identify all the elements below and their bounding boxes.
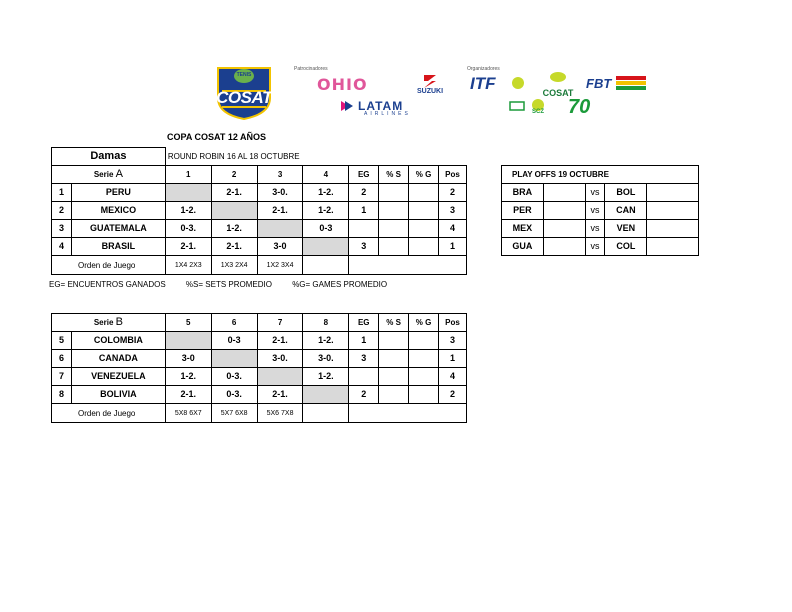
eg-cell: 1 (349, 202, 379, 220)
playoff-away: VEN (605, 220, 647, 238)
table-row (52, 386, 467, 404)
result-cell: 3-0 (165, 350, 211, 368)
scz-logo-text: SCZ (532, 109, 544, 115)
col-header: 4 (303, 166, 349, 184)
pos-cell: 1 (439, 238, 467, 256)
sponsors-caption: Patrocinadores (294, 66, 328, 72)
team-name: GUATEMALA (71, 220, 165, 238)
games-pct-cell (409, 332, 439, 350)
playoff-blank (543, 184, 585, 202)
playoff-vs: vs (585, 238, 605, 256)
pos-cell: 2 (439, 386, 467, 404)
playoff-blank (647, 220, 699, 238)
cosat-small-logo (538, 70, 578, 98)
sets-pct-header: % S (379, 166, 409, 184)
eg-cell (349, 220, 379, 238)
ohio-logo-text: OHIO (317, 75, 368, 94)
row-number: 2 (52, 202, 72, 220)
playoff-match (502, 184, 699, 202)
eg-cell: 1 (349, 332, 379, 350)
order-label: Orden de Juego (52, 256, 166, 275)
cosat-logo (212, 64, 276, 120)
latam-logo-sub: AIRLINES (364, 111, 411, 117)
order-cell: 5X7 6X8 (211, 404, 257, 423)
result-cell: 2-1. (165, 386, 211, 404)
col-header: 2 (211, 166, 257, 184)
team-name: BRASIL (71, 238, 165, 256)
playoff-blank (647, 202, 699, 220)
playoff-match (502, 238, 699, 256)
cosat-small-logo-text: COSAT (542, 88, 574, 98)
anniversary-70-logo-text: 70 (568, 96, 591, 118)
result-cell: 1-2. (165, 368, 211, 386)
row-number: 7 (52, 368, 72, 386)
order-empty (303, 256, 349, 275)
result-cell: 1-2. (303, 368, 349, 386)
scz-logo (508, 98, 558, 118)
suzuki-logo (410, 74, 450, 98)
result-cell: 0-3 (303, 220, 349, 238)
pos-cell: 3 (439, 202, 467, 220)
result-cell (165, 332, 211, 350)
row-number: 4 (52, 238, 72, 256)
playoff-home: PER (502, 202, 544, 220)
sets-pct-cell (379, 220, 409, 238)
table-row (52, 332, 467, 350)
team-name: BOLIVIA (71, 386, 165, 404)
round-robin-label: ROUND ROBIN 16 AL 18 OCTUBRE (165, 148, 466, 166)
order-cell: 5X8 6X7 (165, 404, 211, 423)
playoff-blank (647, 184, 699, 202)
games-pct-cell (409, 238, 439, 256)
order-cell: 1X4 2X3 (165, 256, 211, 275)
col-header: 7 (257, 314, 303, 332)
eg-cell (349, 368, 379, 386)
playoff-vs: vs (585, 184, 605, 202)
result-cell: 0-3 (211, 332, 257, 350)
ohio-logo (317, 75, 383, 95)
playoffs-table (501, 165, 699, 256)
result-cell: 2-1. (211, 238, 257, 256)
playoff-blank (647, 238, 699, 256)
games-pct-header: % G (409, 166, 439, 184)
result-cell (211, 350, 257, 368)
playoff-vs: vs (585, 220, 605, 238)
table-row (52, 184, 467, 202)
latam-logo (340, 99, 430, 119)
row-number: 6 (52, 350, 72, 368)
sets-pct-cell (379, 368, 409, 386)
order-label: Orden de Juego (52, 404, 166, 423)
legend (49, 280, 387, 289)
result-cell: 1-2. (165, 202, 211, 220)
result-cell (211, 202, 257, 220)
playoff-match (502, 220, 699, 238)
result-cell: 0-3. (211, 386, 257, 404)
group-a-table (51, 147, 467, 275)
itf-logo (470, 74, 530, 98)
result-cell: 1-2. (211, 220, 257, 238)
result-cell: 0-3. (165, 220, 211, 238)
sets-pct-cell (379, 332, 409, 350)
result-cell (303, 238, 349, 256)
playoff-blank (543, 238, 585, 256)
result-cell: 3-0. (257, 184, 303, 202)
playoff-home: GUA (502, 238, 544, 256)
order-empty (303, 404, 349, 423)
eg-header: EG (349, 166, 379, 184)
order-filler (349, 404, 467, 423)
cosat-logo-text: COSAT (216, 88, 272, 107)
legend-games: %G= GAMES PROMEDIO (292, 280, 388, 289)
sets-pct-header: % S (379, 314, 409, 332)
pos-cell: 1 (439, 350, 467, 368)
legend-sets: %S= SETS PROMEDIO (185, 280, 272, 289)
series-label: Serie (93, 318, 114, 327)
anniversary-70-logo (568, 96, 604, 120)
team-name: PERU (71, 184, 165, 202)
pos-cell: 3 (439, 332, 467, 350)
games-pct-cell (409, 184, 439, 202)
table-row (52, 238, 467, 256)
result-cell (303, 386, 349, 404)
games-pct-cell (409, 220, 439, 238)
suzuki-logo-text: SUZUKI (416, 88, 444, 95)
fbt-logo-text: FBT (586, 76, 612, 91)
result-cell: 2-1. (257, 332, 303, 350)
col-header: 8 (303, 314, 349, 332)
result-cell: 0-3. (211, 368, 257, 386)
row-number: 3 (52, 220, 72, 238)
order-cell: 1X3 2X4 (211, 256, 257, 275)
table-row (52, 202, 467, 220)
result-cell: 3-0 (257, 238, 303, 256)
cosat-logo-top: TENIS (236, 72, 252, 78)
playoff-home: MEX (502, 220, 544, 238)
result-cell: 1-2. (303, 184, 349, 202)
pos-header: Pos (439, 314, 467, 332)
games-pct-cell (409, 202, 439, 220)
pos-cell: 4 (439, 220, 467, 238)
sets-pct-cell (379, 202, 409, 220)
col-header: 6 (211, 314, 257, 332)
playoff-blank (543, 220, 585, 238)
result-cell: 2-1. (257, 386, 303, 404)
result-cell (257, 220, 303, 238)
sets-pct-cell (379, 238, 409, 256)
result-cell: 2-1. (211, 184, 257, 202)
games-pct-cell (409, 386, 439, 404)
result-cell: 3-0. (303, 350, 349, 368)
sets-pct-cell (379, 350, 409, 368)
sets-pct-cell (379, 386, 409, 404)
organizers-caption: Organizadores (467, 66, 500, 72)
col-header: 5 (165, 314, 211, 332)
row-number: 8 (52, 386, 72, 404)
page-title: COPA COSAT 12 AÑOS (167, 132, 267, 142)
col-header: 3 (257, 166, 303, 184)
order-cell: 1X2 3X4 (257, 256, 303, 275)
result-cell: 1-2. (303, 202, 349, 220)
table-row (52, 350, 467, 368)
games-pct-cell (409, 368, 439, 386)
team-name: CANADA (71, 350, 165, 368)
playoff-away: BOL (605, 184, 647, 202)
pos-cell: 4 (439, 368, 467, 386)
playoff-away: CAN (605, 202, 647, 220)
table-row (52, 368, 467, 386)
series-a-header (52, 166, 166, 184)
eg-cell: 2 (349, 184, 379, 202)
legend-eg: EG= ENCUENTROS GANADOS (49, 280, 166, 289)
result-cell: 2-1. (257, 202, 303, 220)
col-header: 1 (165, 166, 211, 184)
result-cell: 1-2. (303, 332, 349, 350)
games-pct-header: % G (409, 314, 439, 332)
playoff-vs: vs (585, 202, 605, 220)
group-b-table (51, 313, 467, 423)
series-label: Serie (93, 170, 114, 179)
fbt-logo (586, 76, 650, 96)
result-cell: 2-1. (165, 238, 211, 256)
series-letter: A (115, 168, 123, 180)
latam-logo-text: LATAM (358, 99, 404, 113)
pos-cell: 2 (439, 184, 467, 202)
playoff-blank (543, 202, 585, 220)
eg-cell: 2 (349, 386, 379, 404)
category-label: Damas (52, 148, 166, 166)
series-letter: B (115, 316, 123, 328)
order-row (52, 256, 467, 275)
pos-header: Pos (439, 166, 467, 184)
playoff-away: COL (605, 238, 647, 256)
eg-cell: 3 (349, 238, 379, 256)
table-row (52, 220, 467, 238)
team-name: VENEZUELA (71, 368, 165, 386)
order-row (52, 404, 467, 423)
order-filler (349, 256, 467, 275)
result-cell (165, 184, 211, 202)
result-cell: 3-0. (257, 350, 303, 368)
games-pct-cell (409, 350, 439, 368)
itf-logo-text: ITF (470, 74, 496, 93)
result-cell (257, 368, 303, 386)
order-cell: 5X6 7X8 (257, 404, 303, 423)
team-name: MEXICO (71, 202, 165, 220)
playoff-match (502, 202, 699, 220)
sets-pct-cell (379, 184, 409, 202)
playoff-home: BRA (502, 184, 544, 202)
row-number: 1 (52, 184, 72, 202)
series-b-header (52, 314, 166, 332)
eg-header: EG (349, 314, 379, 332)
playoffs-title: PLAY OFFS 19 OCTUBRE (502, 166, 699, 184)
team-name: COLOMBIA (71, 332, 165, 350)
eg-cell: 3 (349, 350, 379, 368)
row-number: 5 (52, 332, 72, 350)
